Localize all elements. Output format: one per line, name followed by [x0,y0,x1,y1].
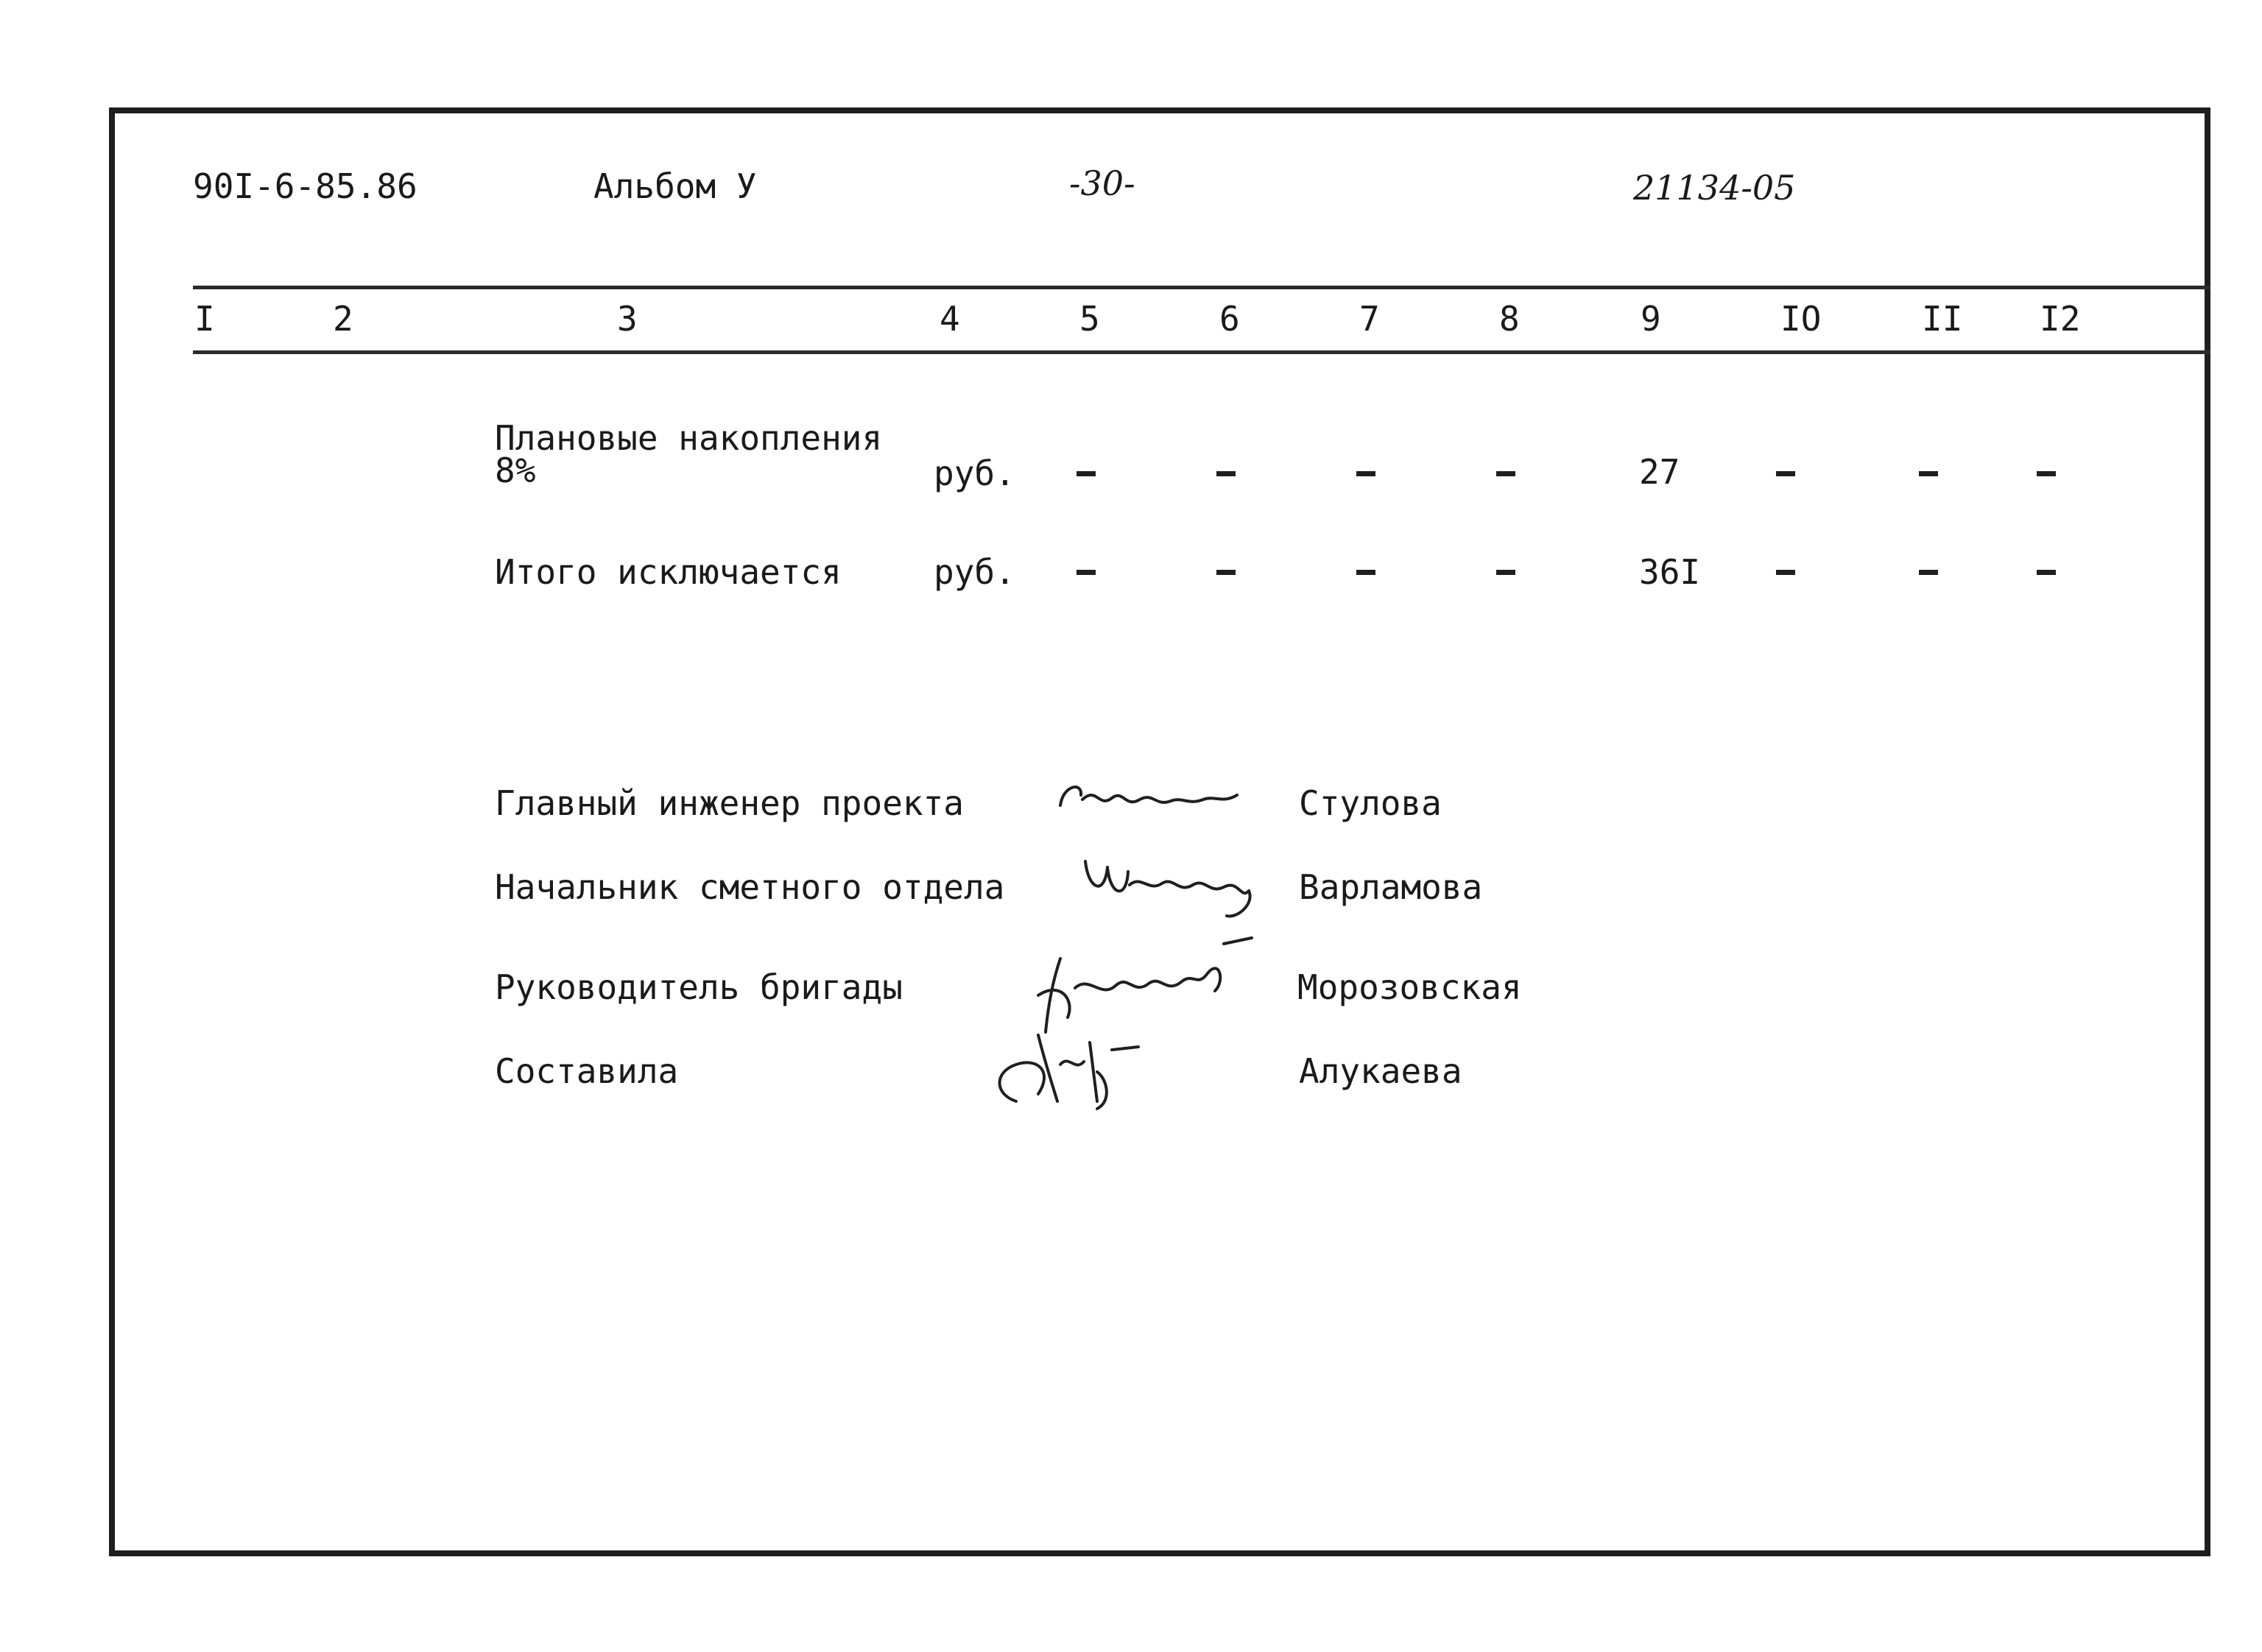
empty-cell-dash [1776,471,1795,476]
empty-cell-dash [1356,570,1375,575]
page-frame [109,107,2210,1556]
signatory-position: Составила [495,1051,679,1091]
signatory-position: Главный инженер проекта [495,783,964,823]
column-header-5: 5 [1079,299,1100,339]
handwritten-signature [987,1020,1156,1116]
row-unit: руб. [934,453,1015,493]
column-header-1: I [194,299,215,339]
column-header-6: 6 [1219,299,1240,339]
column-header-2: 2 [333,299,353,339]
column-header-10: IO [1780,299,1822,339]
row-label: Плановые накопления [495,418,883,458]
empty-cell-dash [1776,570,1795,575]
empty-cell-dash [1216,570,1236,575]
handwritten-signature [1053,770,1244,829]
row-label: Итого исключается [495,552,842,592]
document-code: 21134-05 [1633,168,1796,208]
signatory-position: Начальник сметного отдела [495,867,1005,907]
handwritten-signature [1075,845,1266,926]
row-value-9: 27 [1639,452,1680,492]
empty-cell-dash [1216,471,1236,476]
table-header-bottom-rule [193,350,2210,354]
column-header-11: II [1922,299,1963,339]
album-label: Альбом У [593,166,757,206]
document-number: 90I-6-85.86 [193,166,417,206]
empty-cell-dash [1919,471,1938,476]
row-label-percent: 8% [495,451,536,490]
column-header-4: 4 [940,299,960,339]
page-number: -30- [1069,163,1135,203]
empty-cell-dash [2037,471,2056,476]
table-header-top-rule [193,286,2210,289]
column-header-7: 7 [1359,299,1380,339]
column-header-3: 3 [617,299,638,339]
signatory-name: Алукаева [1299,1051,1462,1091]
column-header-8: 8 [1499,299,1520,339]
signatory-name: Варламова [1299,867,1483,907]
signatory-position: Руководитель бригады [495,967,903,1007]
empty-cell-dash [2037,570,2056,575]
column-header-9: 9 [1641,299,1661,339]
row-value-9: 36I [1639,552,1701,592]
empty-cell-dash [1919,570,1938,575]
empty-cell-dash [1077,471,1096,476]
row-unit: руб. [934,552,1015,592]
empty-cell-dash [1356,471,1375,476]
empty-cell-dash [1077,570,1096,575]
empty-cell-dash [1496,570,1515,575]
signatory-name: Стулова [1299,783,1442,823]
empty-cell-dash [1496,471,1515,476]
column-header-12: I2 [2040,299,2081,339]
signatory-name: Морозовская [1297,967,1522,1007]
